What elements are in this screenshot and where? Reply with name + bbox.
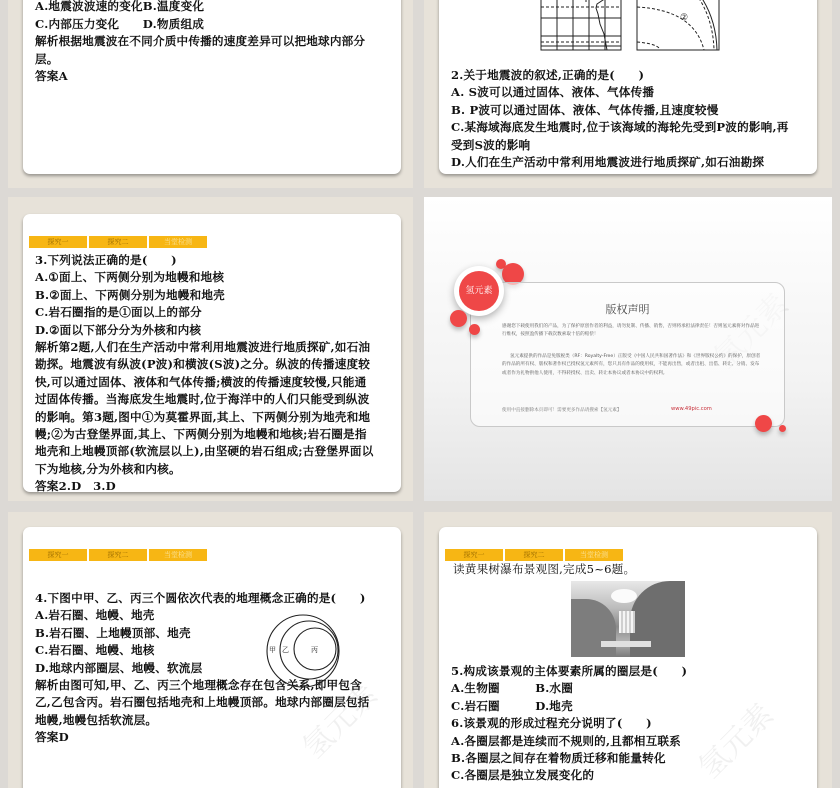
analysis-line-2: 层。 <box>35 51 59 66</box>
option-d: D.人们在生产活动中常利用地震波进行地质探矿,如石油勘探 <box>451 155 765 170</box>
q6-option-b: B.各圈层之间存在着物质迁移和能量转化 <box>451 751 666 766</box>
tab-in-class-test[interactable]: 当堂检测 <box>565 549 623 561</box>
q6-option-c: C.各圈层是独立发展变化的 <box>451 768 595 783</box>
tab-in-class-test[interactable]: 当堂检测 <box>149 549 207 561</box>
option-a: A.岩石圈、地幔、地壳 <box>35 608 155 623</box>
question-3-stem: 3.下列说法正确的是( ) <box>35 253 177 267</box>
slide-3-card <box>23 214 401 492</box>
q5-option-c-d: C.岩石圈 D.地壳 <box>451 698 573 713</box>
slide-1[interactable] <box>8 0 413 188</box>
waterfall-photo <box>571 581 685 657</box>
option-d: D.地球内部圈层、地幔、软流层 <box>35 660 203 675</box>
slide-3[interactable] <box>8 197 413 501</box>
copyright-para-2: 氢元素提供的作品是免版税类（RF：Royalty-Free）正版受《中国人民共和国著作法》和《世界版权公约》的保护，原创者的作品的所有权、版权和著作权已授权氢元素所有，您只具有作品的使用权，不能再出售，或者出租、出借、转让、分销、发布或者作为礼物供他人使用，不得转授权、出卖、转让本协议或者本协议中的权利。 <box>502 354 761 376</box>
answer: 答案D <box>35 730 69 745</box>
analysis-line: 快,可以通过固体、液体和气体传播;横波的传播速度较慢,只能通 <box>35 374 367 389</box>
analysis-line: 解析第2题,人们在生产活动中常利用地震波进行地质探矿,如石油 <box>35 340 371 355</box>
slide-1-card <box>23 0 401 174</box>
analysis-line: 地幔,地幔包括软流层。 <box>35 712 158 727</box>
decor-dot <box>779 425 786 432</box>
option-b: B.岩石圈、上地幔顶部、地壳 <box>35 625 191 640</box>
slide-5[interactable] <box>8 512 413 788</box>
slide-5-card <box>23 527 401 788</box>
analysis-line: 下为地核,分为外核和内核。 <box>35 461 181 476</box>
slide-2-card <box>439 0 817 174</box>
tab-explore-2[interactable]: 探究二 <box>89 236 147 248</box>
option-a: A.地震波波速的变化B.温度变化 <box>35 0 205 14</box>
copyright-para-1: 感谢您下载使用我们的产品，为了保护原创作者的利益，请勿复制、传播、销售，否则将承担法律责任！否则氢元素将对作品进行维权，按照盈传播下载次数索取十倍的赔偿！ <box>502 324 760 338</box>
option-c-d: C.内部压力变化 D.物质组成 <box>35 16 205 31</box>
analysis-line: 地壳和上地幔顶部(软流层以上),由坚硬的岩石组成;古登堡界面以 <box>35 444 374 459</box>
tab-explore-2[interactable]: 探究二 <box>505 549 563 561</box>
svg-text:丙: 丙 <box>311 646 318 654</box>
option-d: D.②面以下部分分为外核和内核 <box>35 322 202 337</box>
question-2-stem: 2.关于地震波的叙述,正确的是( ) <box>451 68 645 82</box>
analysis-line: 勘探。地震波有纵波(P波)和横波(S波)之分。纵波的传播速度较 <box>35 357 371 372</box>
copyright-box <box>470 282 785 427</box>
analysis-line: 幔;②为古登堡界面,其上、下两侧分别为地幔和地核;岩石圈是指 <box>35 427 367 442</box>
decor-dot <box>450 310 467 327</box>
tab-explore-1[interactable]: 探究一 <box>29 549 87 561</box>
analysis-line: 过固体传播。当海底发生地震时,位于海洋中的人们只能受到纵波 <box>35 392 370 407</box>
answer: 答案2.D 3.D <box>35 479 116 492</box>
option-c: C.岩石圈指的是①面以上的部分 <box>35 305 202 320</box>
analysis-line: 乙,乙包含丙。岩石圈包括地壳和上地幔顶部。地球内部圈层包括 <box>35 695 370 710</box>
question-4-stem: 4.下图中甲、乙、丙三个圆依次代表的地理概念正确的是( ) <box>35 591 366 605</box>
decor-dot <box>469 324 480 335</box>
copyright-footer: 使用中直接删除本页即可！需要更多作品请搜索【氢元素】 <box>502 408 622 413</box>
slide-4-copyright[interactable] <box>424 197 832 501</box>
tab-bar <box>29 549 207 561</box>
option-a: A.①面上、下两侧分别为地幔和地核 <box>35 270 225 285</box>
nested-circles-diagram <box>263 611 343 691</box>
question-6-stem: 6.该景观的形成过程充分说明了( ) <box>451 716 652 731</box>
analysis-line: 的影响。第3题,图中①为莫霍界面,其上、下两侧分别为地壳和地 <box>35 409 371 424</box>
svg-text:②: ② <box>680 13 689 23</box>
option-b: B. P波可以通过固体、液体、气体传播,且速度较慢 <box>451 102 719 117</box>
tab-in-class-test[interactable]: 当堂检测 <box>149 236 207 248</box>
slide-6[interactable] <box>424 512 832 788</box>
analysis-line: 解析由图可知,甲、乙、丙三个地理概念存在包含关系,即甲包含 <box>35 678 362 693</box>
tab-explore-1[interactable]: 探究一 <box>445 549 503 561</box>
svg-text:甲: 甲 <box>269 646 276 654</box>
reading-intro <box>453 561 635 578</box>
tab-explore-2[interactable]: 探究二 <box>89 549 147 561</box>
q6-option-a: A.各圈层都是连续而不规则的,且都相互联系 <box>451 733 681 748</box>
decor-dot <box>755 415 772 432</box>
earth-interior-diagram <box>534 0 724 60</box>
answer: 答案A <box>35 69 68 84</box>
logo: 氢元素 <box>459 271 499 311</box>
watermark: 氢元素 <box>692 697 781 786</box>
option-c: C.某海域海底发生地震时,位于该海域的海轮先受到P波的影响,再 <box>451 120 789 135</box>
analysis-line-1: 解析根据地震波在不同介质中传播的速度差异可以把地球内部分 <box>35 34 366 49</box>
slide-2[interactable] <box>424 0 832 188</box>
question-2-text <box>451 67 789 171</box>
option-c: C.岩石圈、地幔、地核 <box>35 643 155 658</box>
option-b: B.②面上、下两侧分别为地幔和地壳 <box>35 287 225 302</box>
option-c-cont: 受到S波的影响 <box>451 137 531 152</box>
question-1-text <box>35 0 365 85</box>
svg-text:乙: 乙 <box>282 646 289 654</box>
q5-option-a-b: A.生物圈 B.水圈 <box>451 681 574 696</box>
copyright-title: 版权声明 <box>605 303 650 316</box>
logo-badge <box>454 266 504 316</box>
slide-6-card <box>439 527 817 788</box>
questions-5-6-text <box>451 663 687 785</box>
question-3-text <box>35 252 374 492</box>
tab-bar <box>445 549 623 561</box>
tab-explore-1[interactable]: 探究一 <box>29 236 87 248</box>
watermark: 氢元素 <box>296 677 385 766</box>
intro-text: 读黄果树瀑布景观图,完成5~6题。 <box>453 562 636 576</box>
question-5-stem: 5.构成该景观的主体要素所属的圈层是( ) <box>451 664 688 678</box>
website-link[interactable]: www.49pic.com <box>671 406 712 412</box>
option-a: A. S波可以通过固体、液体、气体传播 <box>451 85 655 100</box>
tab-bar <box>29 236 207 248</box>
